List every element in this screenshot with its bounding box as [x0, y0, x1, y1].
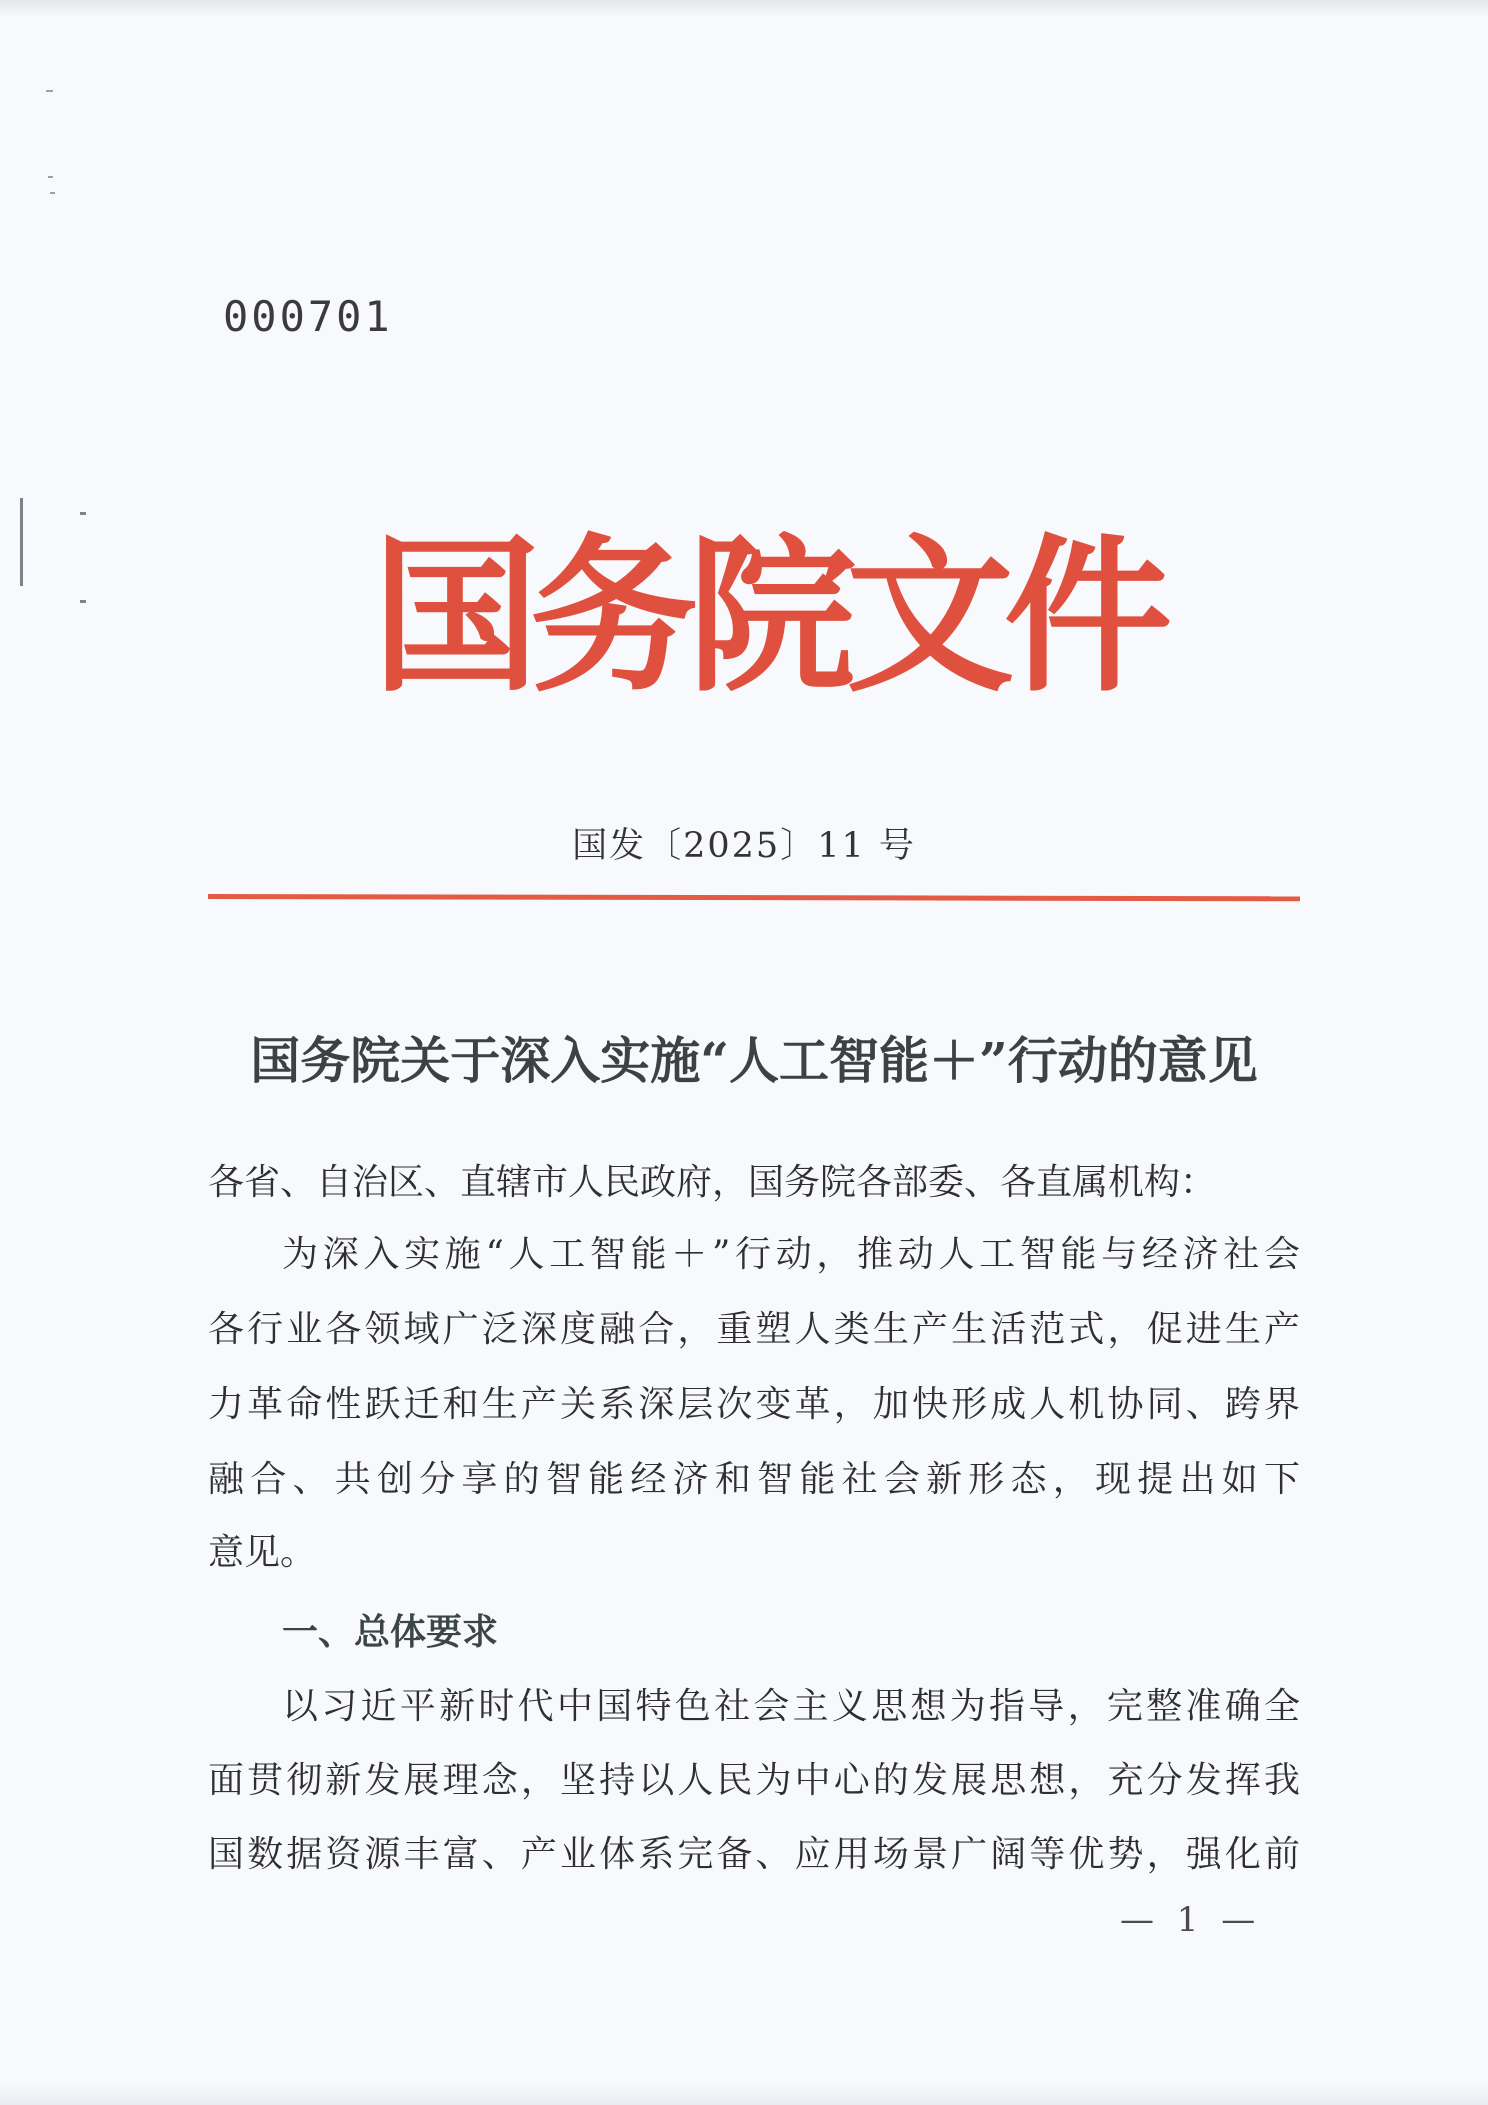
binding-hole-marks: [0, 0, 100, 650]
addressee-line: 各省、自治区、直辖市人民政府，国务院各部委、各直属机构：: [208, 1162, 1217, 1203]
body-line: 各行业各领域广泛深度融合，重塑人类生产生活范式，促进生产: [208, 1309, 1300, 1350]
page-number: — 1 —: [1120, 1900, 1262, 1940]
body-line: 以习近平新时代中国特色社会主义思想为指导，完整准确全: [282, 1686, 1300, 1727]
body-line: 面贯彻新发展理念，坚持以人民为中心的发展思想，充分发挥我: [208, 1760, 1300, 1801]
scan-bottom-edge: [0, 2085, 1488, 2105]
masthead-char: 院: [688, 519, 856, 715]
masthead-char: 文: [846, 519, 1014, 715]
scan-top-edge: [0, 0, 1488, 16]
document-title: 国务院关于深入实施“人工智能＋”行动的意见: [250, 1031, 1258, 1090]
red-separator-line: [208, 894, 1300, 901]
serial-number: 000701: [223, 292, 393, 341]
section-heading: 一、总体要求: [282, 1612, 499, 1653]
body-line: 为深入实施“人工智能＋”行动，推动人工智能与经济社会: [282, 1234, 1300, 1275]
body-line: 融合、共创分享的智能经济和智能社会新形态，现提出如下: [208, 1459, 1300, 1500]
body-line: 意见。: [208, 1532, 317, 1573]
document-masthead: [372, 519, 1172, 715]
masthead-char: 务: [530, 519, 698, 715]
body-line: 国数据资源丰富、产业体系完备、应用场景广阔等优势，强化前: [208, 1834, 1300, 1875]
body-line: 力革命性跃迁和生产关系深层次变革，加快形成人机协同、跨界: [208, 1384, 1300, 1425]
masthead-char: 件: [1004, 519, 1172, 715]
masthead-char: 国: [372, 519, 540, 715]
document-number: 国发〔2025〕11 号: [572, 826, 916, 866]
